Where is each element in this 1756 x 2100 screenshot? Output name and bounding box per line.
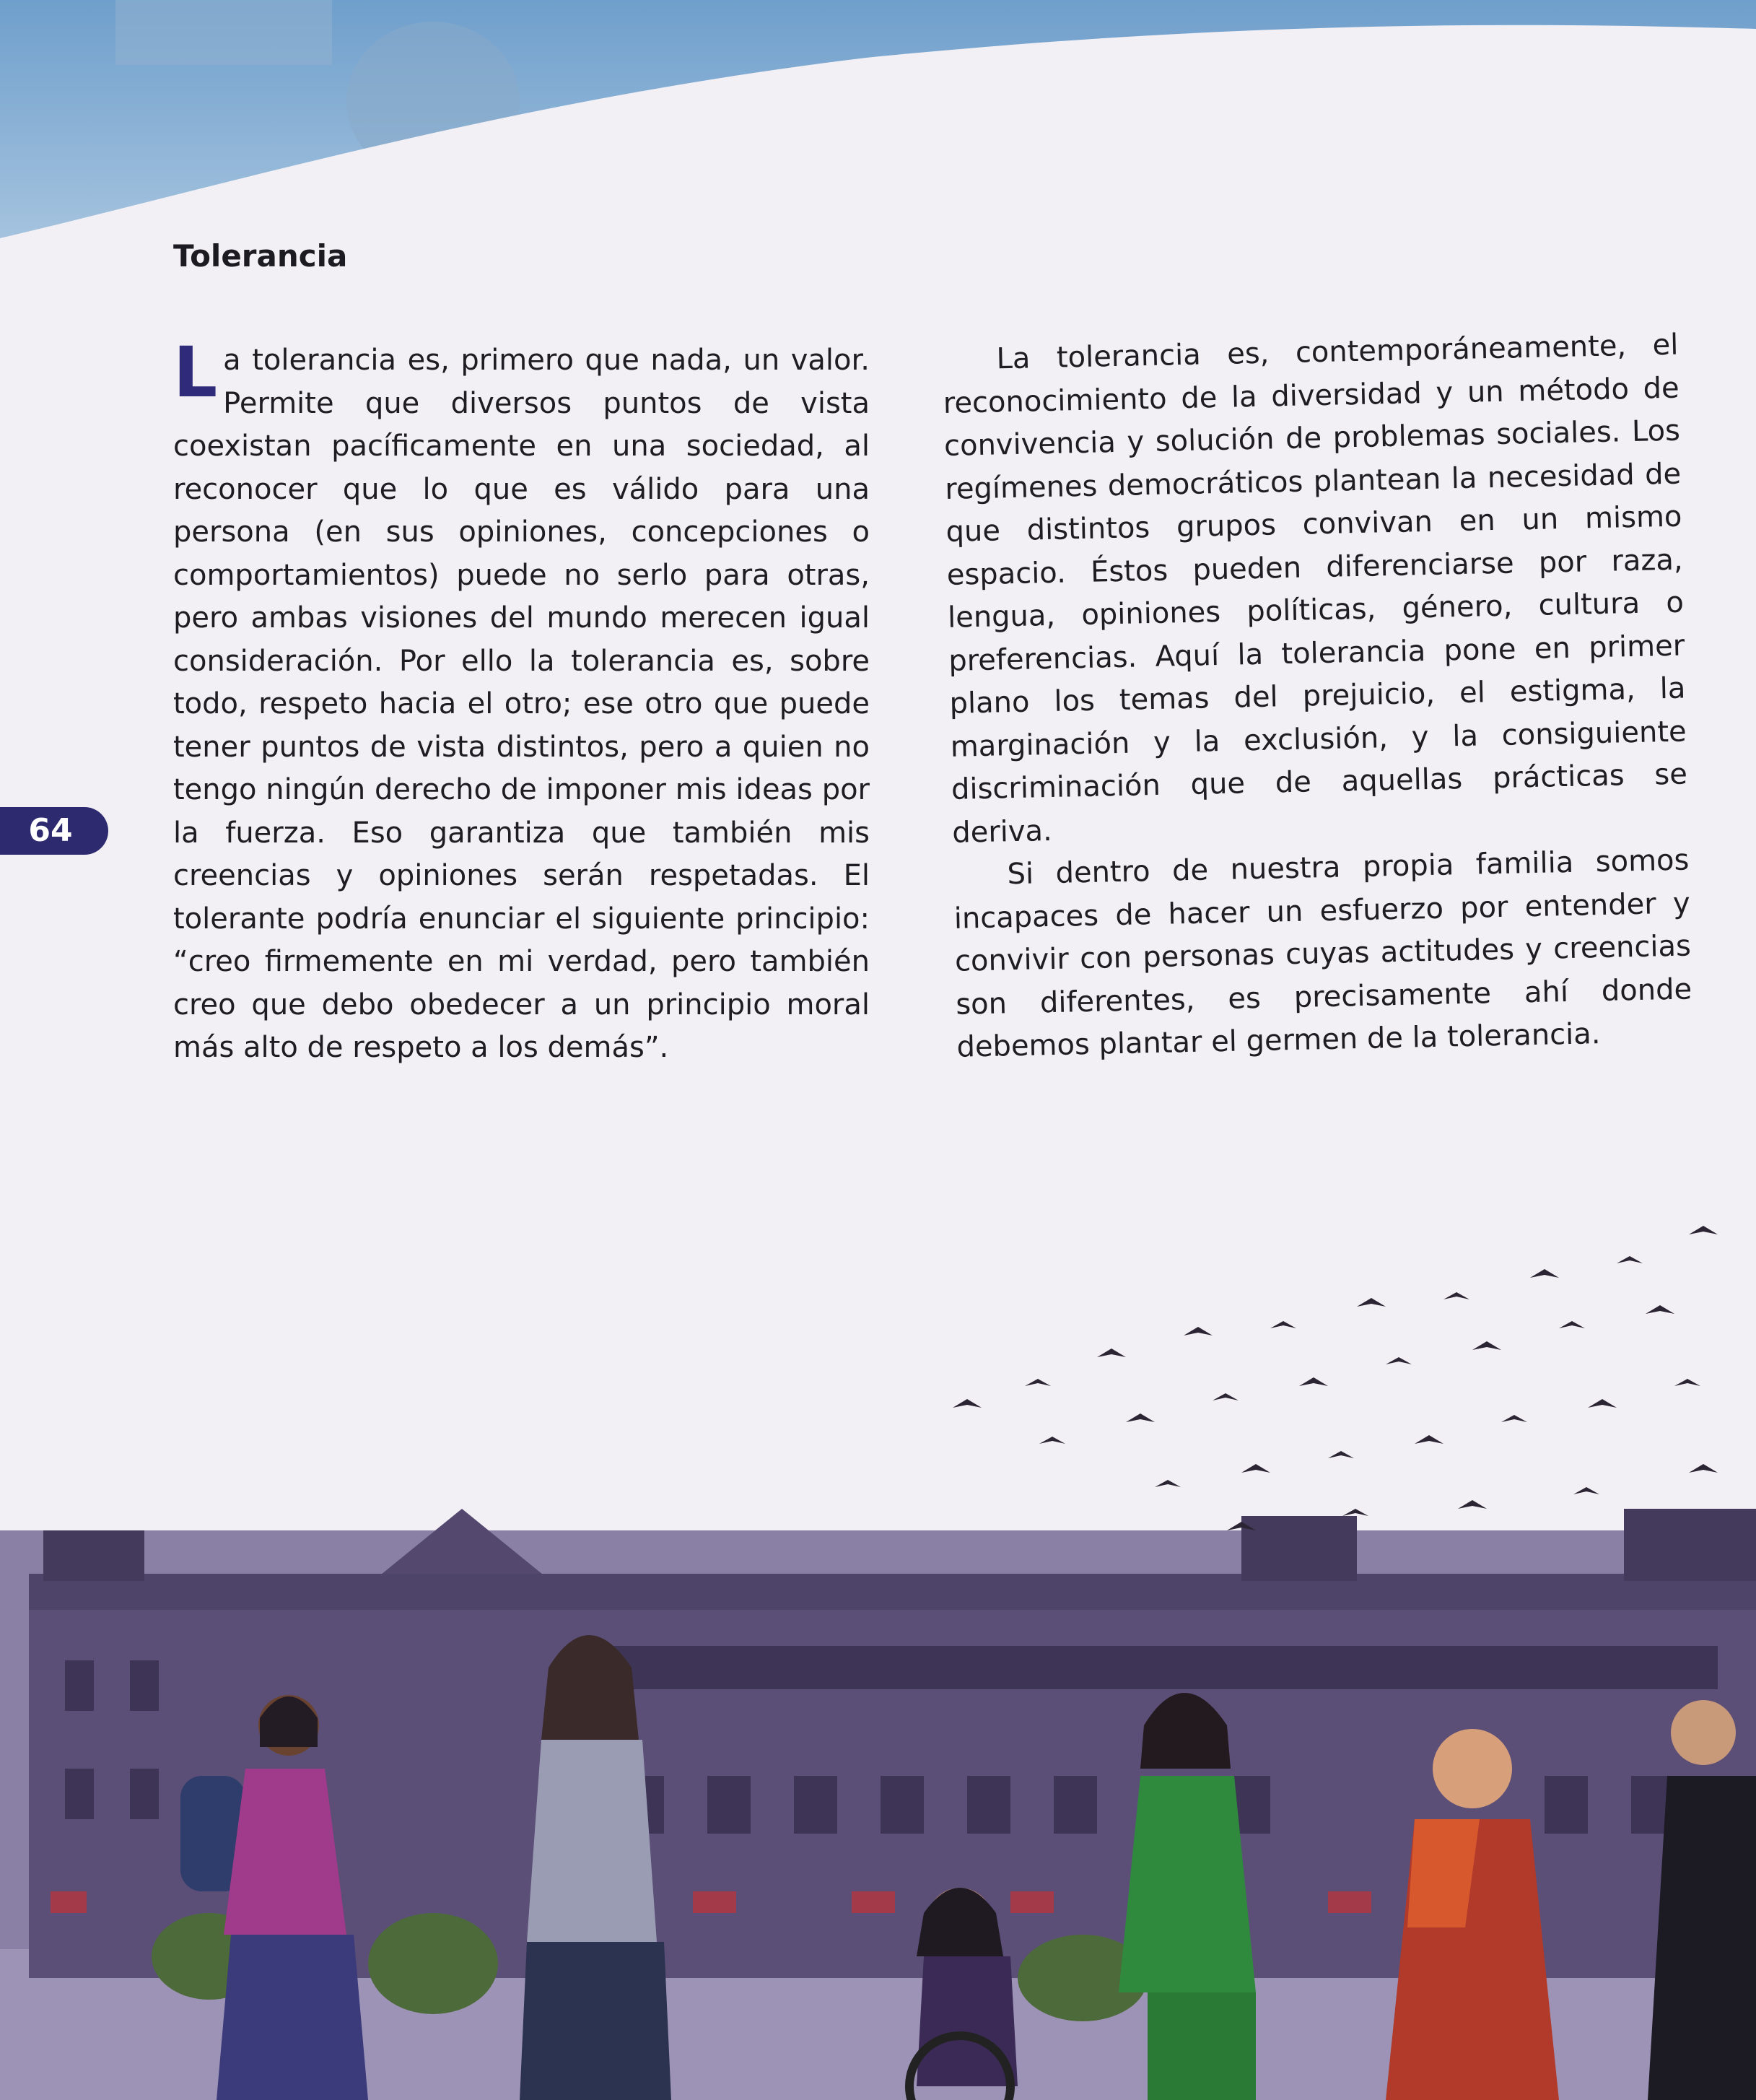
section-heading: Tolerancia bbox=[173, 238, 348, 274]
left-paragraph bbox=[173, 332, 870, 1070]
left-paragraph-text: a tolerancia es, primero que nada, un valor. Permite que diversos puntos de vista coexistan pacíficamente en una sociedad, al reconocer que lo que es válido para una persona (en sus opiniones, concepciones o comportamientos) puede no serlo para otras, pero ambas visiones del mundo merecen igual consideración. Por ello la tolerancia es, sobre todo, respeto hacia el otro; ese otro que puede tener puntos de vista distintos, pero a quien no tengo ningún derecho de imponer mis ideas por la fuerza. Eso garantiza que también mis creencias y opiniones serán respetadas. El tolerante podría enunciar el siguiente principio: “creo firmemente en mi verdad, pero también creo que debo obedecer a un principio moral más alto de respeto a los demás”. bbox=[173, 344, 870, 1064]
flock-of-birds bbox=[953, 1226, 1718, 1530]
tolerance-illustration bbox=[0, 1169, 1756, 2100]
left-column bbox=[173, 332, 870, 1070]
page-number: 64 bbox=[28, 812, 73, 849]
sky-photo-band bbox=[0, 0, 1756, 260]
right-paragraph-2: Si dentro de nuestra propia familia somos incapaces de hacer un esfuerzo por entender y convivir con personas cuyas actitudes y creencias son diferentes, es precisamente ahí donde debemos plantar el germen de la tolerancia. bbox=[953, 843, 1692, 1064]
drop-cap: L bbox=[173, 332, 218, 413]
right-paragraph-1: La tolerancia es, contemporáneamente, el reconocimiento de la diversidad y un método de convivencia y solución de problemas sociales. Los regímenes democráticos plantean la necesidad de que distintos grupos convivan en un mismo espacio. Éstos pueden diferenciarse por raza, lengua, opiniones políticas, género, cultura o preferencias. Aquí la tolerancia pone en primer plano los temas del prejuicio, el estigma, la marginación y la exclusión, y la consiguiente discriminación que de aquellas prácticas se deriva. bbox=[943, 328, 1688, 850]
right-column bbox=[942, 324, 1693, 1070]
